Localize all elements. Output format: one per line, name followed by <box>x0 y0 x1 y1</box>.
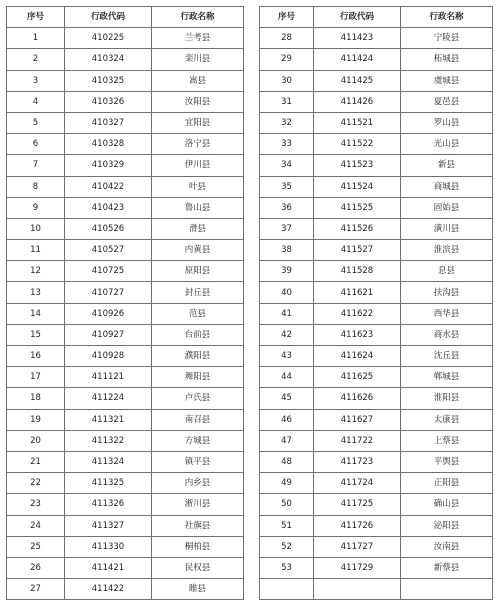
row-name-cell: 淅川县 <box>152 494 244 515</box>
table-row <box>260 261 493 282</box>
table-row <box>7 388 244 409</box>
row-code-cell: 410423 <box>65 197 152 218</box>
row-seq-cell: 2 <box>7 49 65 70</box>
row-code-cell: 411727 <box>314 536 401 557</box>
row-code-cell: 410324 <box>65 49 152 70</box>
row-name-cell: 上蔡县 <box>401 430 493 451</box>
row-seq-cell: 16 <box>7 346 65 367</box>
row-name-cell: 范县 <box>152 303 244 324</box>
row-name-cell: 内乡县 <box>152 473 244 494</box>
row-name-cell: 商城县 <box>401 176 493 197</box>
row-code-cell: 410325 <box>65 70 152 91</box>
table-row <box>7 346 244 367</box>
row-seq-cell: 47 <box>260 430 314 451</box>
table-row <box>7 197 244 218</box>
row-seq-cell: 42 <box>260 324 314 345</box>
row-code-cell: 411422 <box>65 579 152 600</box>
table-row <box>260 112 493 133</box>
table-row <box>7 70 244 91</box>
header-row <box>7 7 244 28</box>
table-row <box>260 155 493 176</box>
row-name-cell: 原阳县 <box>152 261 244 282</box>
row-name-cell: 淮阳县 <box>401 388 493 409</box>
row-code-cell: 411325 <box>65 473 152 494</box>
row-code-cell: 411729 <box>314 557 401 578</box>
row-code-cell: 411421 <box>65 557 152 578</box>
row-code-cell: 411525 <box>314 197 401 218</box>
header-seq: 序号 <box>7 7 65 28</box>
row-code-cell: 411726 <box>314 515 401 536</box>
table-row <box>7 367 244 388</box>
table-row <box>260 197 493 218</box>
table-row <box>260 28 493 49</box>
row-name-cell: 扶沟县 <box>401 282 493 303</box>
table-row <box>260 324 493 345</box>
header-name: 行政名称 <box>401 7 493 28</box>
table-row <box>7 282 244 303</box>
row-code-cell: 411526 <box>314 218 401 239</box>
row-seq-cell: 8 <box>7 176 65 197</box>
row-name-cell: 汝南县 <box>401 536 493 557</box>
row-seq-cell: 13 <box>7 282 65 303</box>
table-row <box>260 473 493 494</box>
row-name-cell: 舞阳县 <box>152 367 244 388</box>
row-seq-cell: 29 <box>260 49 314 70</box>
table-row <box>7 430 244 451</box>
row-seq-cell: 1 <box>7 28 65 49</box>
row-name-cell: 社旗县 <box>152 515 244 536</box>
row-code-cell: 410526 <box>65 218 152 239</box>
row-name-cell: 固始县 <box>401 197 493 218</box>
row-name-cell: 封丘县 <box>152 282 244 303</box>
table-row <box>260 218 493 239</box>
table-row <box>7 557 244 578</box>
row-code-cell: 411625 <box>314 367 401 388</box>
row-code-cell: 411725 <box>314 494 401 515</box>
row-code-cell: 411621 <box>314 282 401 303</box>
row-code-cell: 410928 <box>65 346 152 367</box>
table-row <box>7 303 244 324</box>
row-name-cell: 台前县 <box>152 324 244 345</box>
row-name-cell: 罗山县 <box>401 112 493 133</box>
table-row <box>260 282 493 303</box>
row-name-cell: 新蔡县 <box>401 557 493 578</box>
row-code-cell: 410926 <box>65 303 152 324</box>
county-table-left <box>6 6 244 600</box>
table-row <box>260 409 493 430</box>
table-row <box>260 579 493 600</box>
row-name-cell: 潢川县 <box>401 218 493 239</box>
row-seq-cell: 43 <box>260 346 314 367</box>
row-seq-cell: 31 <box>260 91 314 112</box>
table-row <box>260 536 493 557</box>
table-row <box>7 91 244 112</box>
row-seq-cell: 17 <box>7 367 65 388</box>
row-code-cell: 411524 <box>314 176 401 197</box>
table-row <box>7 134 244 155</box>
row-seq-cell: 37 <box>260 218 314 239</box>
row-seq-cell: 12 <box>7 261 65 282</box>
row-code-cell: 410329 <box>65 155 152 176</box>
table-row <box>260 367 493 388</box>
row-code-cell: 411624 <box>314 346 401 367</box>
row-seq-cell: 5 <box>7 112 65 133</box>
row-name-cell: 方城县 <box>152 430 244 451</box>
row-seq-cell: 20 <box>7 430 65 451</box>
row-name-cell: 卢氏县 <box>152 388 244 409</box>
row-name-cell: 宁陵县 <box>401 28 493 49</box>
row-seq-cell: 46 <box>260 409 314 430</box>
row-code-cell: 410225 <box>65 28 152 49</box>
row-code-cell: 411121 <box>65 367 152 388</box>
table-row <box>260 557 493 578</box>
row-name-cell: 淮滨县 <box>401 240 493 261</box>
row-seq-cell: 32 <box>260 112 314 133</box>
table-row <box>260 451 493 472</box>
table-row <box>260 494 493 515</box>
row-name-cell: 沈丘县 <box>401 346 493 367</box>
row-seq-cell: 25 <box>7 536 65 557</box>
table-row <box>260 240 493 261</box>
row-name-cell: 虞城县 <box>401 70 493 91</box>
row-name-cell: 西华县 <box>401 303 493 324</box>
row-code-cell: 410327 <box>65 112 152 133</box>
table-row <box>260 134 493 155</box>
row-code-cell: 411326 <box>65 494 152 515</box>
row-code-cell: 411224 <box>65 388 152 409</box>
row-name-cell: 光山县 <box>401 134 493 155</box>
row-name-cell: 民权县 <box>152 557 244 578</box>
row-name-cell: 商水县 <box>401 324 493 345</box>
row-name-cell: 伊川县 <box>152 155 244 176</box>
row-code-cell: 411423 <box>314 28 401 49</box>
table-row <box>260 430 493 451</box>
row-seq-cell: 33 <box>260 134 314 155</box>
row-name-cell: 桐柏县 <box>152 536 244 557</box>
row-code-cell: 411528 <box>314 261 401 282</box>
row-code-cell: 411521 <box>314 112 401 133</box>
row-code-cell: 410927 <box>65 324 152 345</box>
row-code-cell: 411330 <box>65 536 152 557</box>
row-seq-cell: 49 <box>260 473 314 494</box>
table-row <box>7 261 244 282</box>
table-row <box>7 409 244 430</box>
row-name-cell: 睢县 <box>152 579 244 600</box>
row-name-cell: 洛宁县 <box>152 134 244 155</box>
row-code-cell: 410527 <box>65 240 152 261</box>
row-code-cell: 411425 <box>314 70 401 91</box>
row-name-cell: 郸城县 <box>401 367 493 388</box>
row-seq-cell: 35 <box>260 176 314 197</box>
row-seq-cell: 28 <box>260 28 314 49</box>
row-name-cell <box>401 579 493 600</box>
row-seq-cell: 36 <box>260 197 314 218</box>
row-code-cell: 411424 <box>314 49 401 70</box>
table-row <box>260 346 493 367</box>
row-code-cell: 411722 <box>314 430 401 451</box>
row-name-cell: 太康县 <box>401 409 493 430</box>
table-row <box>7 28 244 49</box>
row-seq-cell: 4 <box>7 91 65 112</box>
row-seq-cell: 6 <box>7 134 65 155</box>
row-code-cell: 411627 <box>314 409 401 430</box>
row-seq-cell: 22 <box>7 473 65 494</box>
header-code: 行政代码 <box>65 7 152 28</box>
table-row <box>7 176 244 197</box>
table-row <box>260 91 493 112</box>
table-row <box>260 303 493 324</box>
table-body-left <box>7 28 244 600</box>
row-seq-cell: 44 <box>260 367 314 388</box>
row-seq-cell: 3 <box>7 70 65 91</box>
row-seq-cell: 50 <box>260 494 314 515</box>
table-row <box>7 155 244 176</box>
row-name-cell: 鲁山县 <box>152 197 244 218</box>
row-name-cell: 夏邑县 <box>401 91 493 112</box>
row-name-cell: 平舆县 <box>401 451 493 472</box>
row-code-cell: 411321 <box>65 409 152 430</box>
header-row <box>260 7 493 28</box>
row-name-cell: 内黄县 <box>152 240 244 261</box>
table-row <box>260 388 493 409</box>
row-name-cell: 镇平县 <box>152 451 244 472</box>
row-code-cell: 411324 <box>65 451 152 472</box>
row-seq-cell: 40 <box>260 282 314 303</box>
table-row <box>7 451 244 472</box>
row-name-cell: 嵩县 <box>152 70 244 91</box>
row-seq-cell: 34 <box>260 155 314 176</box>
row-name-cell: 叶县 <box>152 176 244 197</box>
table-row <box>7 324 244 345</box>
row-seq-cell: 10 <box>7 218 65 239</box>
table-row <box>7 515 244 536</box>
table-row <box>260 515 493 536</box>
table-row <box>260 70 493 91</box>
row-code-cell: 410326 <box>65 91 152 112</box>
row-seq-cell: 23 <box>7 494 65 515</box>
row-name-cell: 正阳县 <box>401 473 493 494</box>
header-name: 行政名称 <box>152 7 244 28</box>
row-code-cell: 411322 <box>65 430 152 451</box>
table-row <box>260 176 493 197</box>
row-name-cell: 新县 <box>401 155 493 176</box>
row-code-cell: 411622 <box>314 303 401 324</box>
row-seq-cell: 11 <box>7 240 65 261</box>
row-name-cell: 息县 <box>401 261 493 282</box>
row-seq-cell: 19 <box>7 409 65 430</box>
table-row <box>260 49 493 70</box>
row-code-cell: 411327 <box>65 515 152 536</box>
row-seq-cell: 14 <box>7 303 65 324</box>
row-seq-cell: 41 <box>260 303 314 324</box>
table-row <box>7 218 244 239</box>
row-code-cell: 411527 <box>314 240 401 261</box>
row-code-cell: 410725 <box>65 261 152 282</box>
row-name-cell: 泌阳县 <box>401 515 493 536</box>
row-seq-cell: 45 <box>260 388 314 409</box>
table-row <box>7 49 244 70</box>
row-code-cell: 410328 <box>65 134 152 155</box>
row-seq-cell: 39 <box>260 261 314 282</box>
table-row <box>7 579 244 600</box>
row-seq-cell: 9 <box>7 197 65 218</box>
row-code-cell: 410727 <box>65 282 152 303</box>
table-row <box>7 473 244 494</box>
row-code-cell: 411426 <box>314 91 401 112</box>
table-row <box>7 240 244 261</box>
row-name-cell: 柘城县 <box>401 49 493 70</box>
row-code-cell: 410422 <box>65 176 152 197</box>
row-seq-cell: 52 <box>260 536 314 557</box>
row-code-cell: 411522 <box>314 134 401 155</box>
row-code-cell <box>314 579 401 600</box>
row-seq-cell: 24 <box>7 515 65 536</box>
row-name-cell: 兰考县 <box>152 28 244 49</box>
row-seq-cell: 7 <box>7 155 65 176</box>
header-seq: 序号 <box>260 7 314 28</box>
row-name-cell: 汝阳县 <box>152 91 244 112</box>
row-name-cell: 濮阳县 <box>152 346 244 367</box>
row-seq-cell <box>260 579 314 600</box>
row-seq-cell: 38 <box>260 240 314 261</box>
row-seq-cell: 51 <box>260 515 314 536</box>
row-seq-cell: 27 <box>7 579 65 600</box>
row-seq-cell: 18 <box>7 388 65 409</box>
row-name-cell: 南召县 <box>152 409 244 430</box>
row-seq-cell: 30 <box>260 70 314 91</box>
row-seq-cell: 53 <box>260 557 314 578</box>
row-seq-cell: 21 <box>7 451 65 472</box>
row-code-cell: 411724 <box>314 473 401 494</box>
row-seq-cell: 15 <box>7 324 65 345</box>
table-row <box>7 494 244 515</box>
row-name-cell: 确山县 <box>401 494 493 515</box>
county-table-right <box>259 6 493 600</box>
header-code: 行政代码 <box>314 7 401 28</box>
row-code-cell: 411623 <box>314 324 401 345</box>
table-body-right <box>260 28 493 600</box>
row-code-cell: 411723 <box>314 451 401 472</box>
row-seq-cell: 48 <box>260 451 314 472</box>
table-row <box>7 536 244 557</box>
table-row <box>7 112 244 133</box>
row-name-cell: 宜阳县 <box>152 112 244 133</box>
row-seq-cell: 26 <box>7 557 65 578</box>
row-name-cell: 栾川县 <box>152 49 244 70</box>
row-code-cell: 411626 <box>314 388 401 409</box>
row-code-cell: 411523 <box>314 155 401 176</box>
row-name-cell: 滑县 <box>152 218 244 239</box>
